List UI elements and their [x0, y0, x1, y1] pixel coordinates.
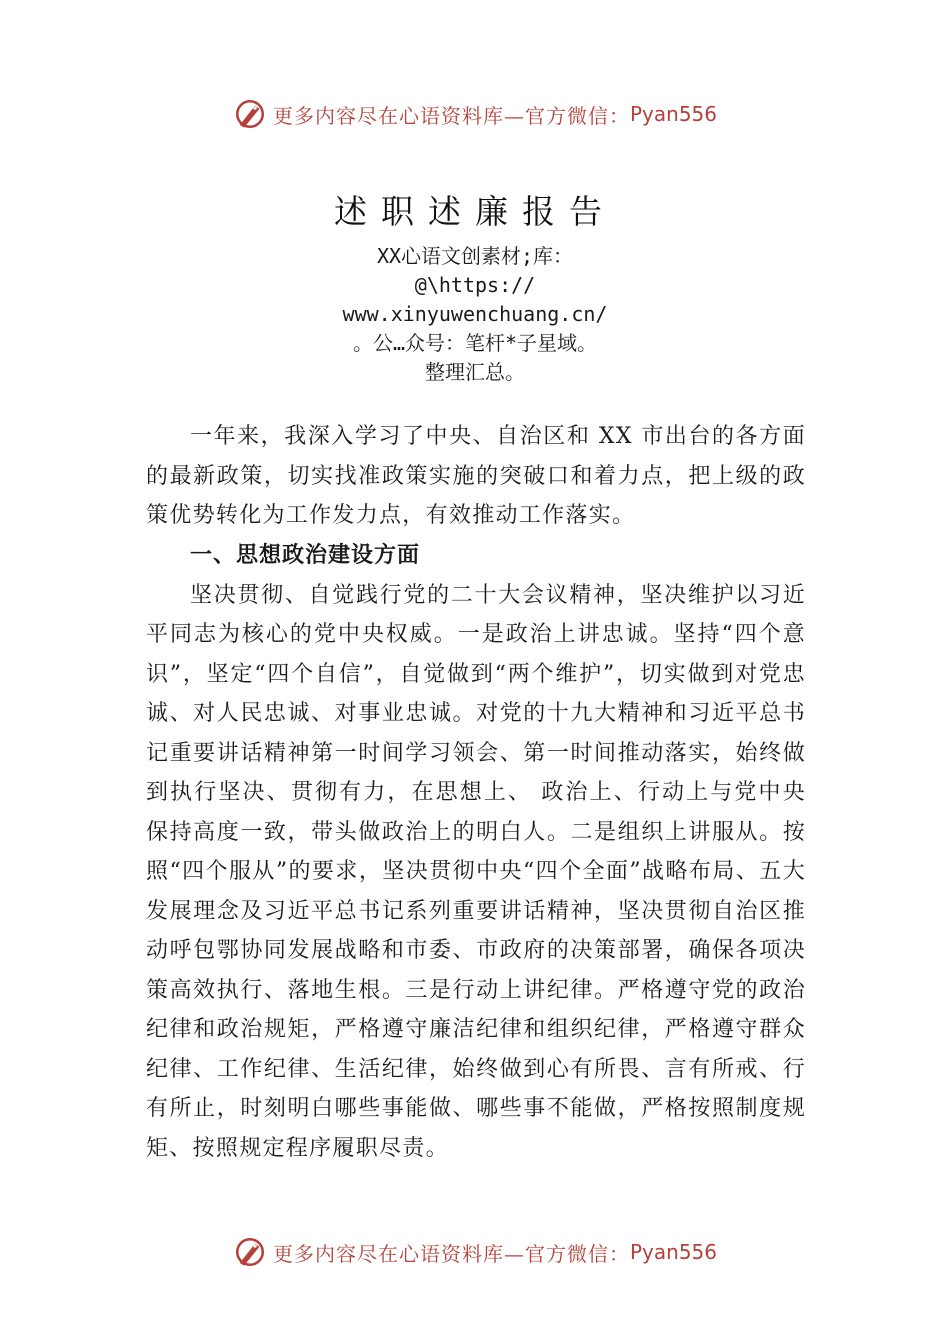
pen-nib-logo-icon — [233, 1235, 267, 1269]
pen-nib-logo-icon — [233, 97, 267, 131]
source-line: @\https:// — [414, 273, 536, 297]
banner-wechat-id: Pyan556 — [629, 1240, 717, 1264]
document-body — [146, 417, 806, 1168]
banner-text: 更多内容尽在心语资料库—官方微信： — [272, 103, 630, 128]
header-banner — [0, 94, 950, 134]
document-title: 述职述廉报告 — [334, 192, 616, 231]
source-line: 整理汇总。 — [425, 360, 525, 384]
source-line: 。公…众号：笔杆*子星域。 — [352, 331, 598, 355]
section-heading: 一、思想政治建设方面 — [190, 542, 421, 568]
footer-banner — [0, 1232, 950, 1272]
banner-wechat-id: Pyan556 — [629, 102, 717, 126]
source-line: XX心语文创素材;库： — [376, 244, 574, 268]
source-line: www.xinyuwenchuang.cn/ — [342, 302, 608, 326]
banner-text: 更多内容尽在心语资料库—官方微信： — [272, 1241, 630, 1266]
intro-paragraph: 一年来，我深入学习了中央、自治区和 XX 市出台的各方面的最新政策，切实找准政策实施的突破口和着力点，把上级的政策优势转化为工作发力点，有效推动工作落实。 — [146, 424, 806, 528]
section-paragraph: 坚决贯彻、自觉践行党的二十大会议精神，坚决维护以习近平同志为核心的党中央权威。一是政治上讲忠诚。坚持“四个意识”，坚定“四个自信”，自觉做到“两个维护”，切实做到对党忠诚、对人民忠诚、对事业忠诚。对党的十九大精神和习近平总书记重要讲话精神第一时间学习领会、第一时间推动落实，始终做到执行坚决、贯彻有力，在思想上、 政治上、行动上与党中央保持高度一致，带头做政治上的明白人。二是组织上讲服从。按照“四个服从”的要求，坚决贯彻中央“四个全面”战略布局、五大发展理念及习近平总书记系列重要讲话精神，坚决贯彻自治区推动呼包鄂协同发展战略和市委、市政府的决策部署，确保各项决策高效执行、落地生根。三是行动上讲纪律。严格遵守党的政治纪律和政治规矩，严格遵守廉洁纪律和组织纪律，严格遵守群众纪律、工作纪律、生活纪律，始终做到心有所畏、言有所戒、行有所止，时刻明白哪些事能做、哪些事不能做，严格按照制度规矩、按照规定程序履职尽责。 — [146, 582, 806, 1161]
source-block — [0, 242, 950, 387]
